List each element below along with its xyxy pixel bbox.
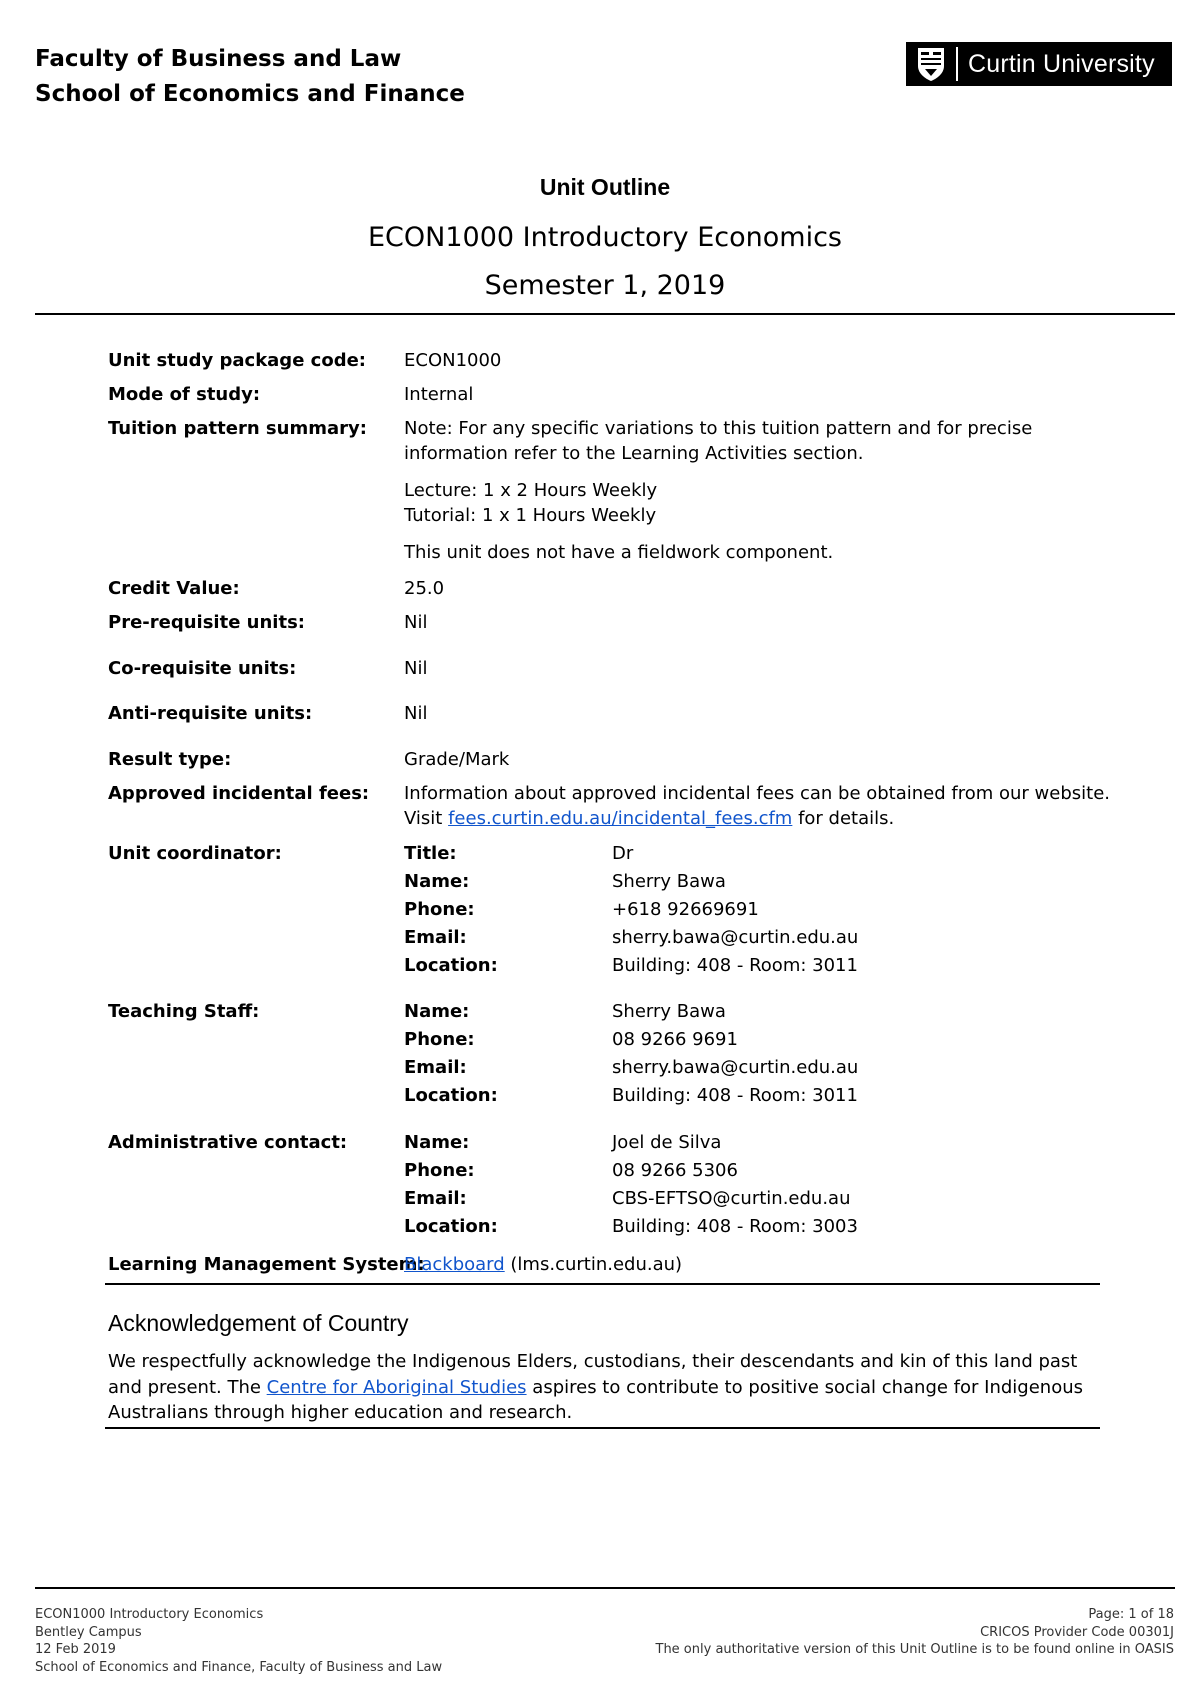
footer-divider	[35, 1587, 1175, 1589]
admin-name-value: Joel de Silva	[612, 1132, 722, 1153]
credit-label: Credit Value:	[108, 578, 240, 599]
teaching-name-label: Name:	[404, 1001, 470, 1022]
coordinator-label: Unit coordinator:	[108, 843, 282, 864]
credit-value: 25.0	[404, 578, 445, 599]
faculty-name: Faculty of Business and Law	[35, 46, 402, 72]
footer-campus: Bentley Campus	[35, 1624, 142, 1640]
teaching-email-label: Email:	[404, 1057, 467, 1078]
admin-location-label: Location:	[404, 1216, 498, 1237]
lms-label: Learning Management System:	[108, 1254, 425, 1275]
document-type: Unit Outline	[539, 174, 671, 200]
prereq-value: Nil	[404, 612, 428, 633]
coordinator-name-label: Name:	[404, 871, 470, 892]
coordinator-location-label: Location:	[404, 955, 498, 976]
tuition-note-line1: Note: For any specific variations to this tuition pattern and for precise	[404, 418, 1033, 439]
antireq-value: Nil	[404, 703, 428, 724]
teaching-label: Teaching Staff:	[108, 1001, 260, 1022]
footer-unit: ECON1000 Introductory Economics	[35, 1607, 264, 1622]
tuition-fieldwork: This unit does not have a fieldwork component.	[404, 542, 834, 563]
tuition-lecture: Lecture: 1 x 2 Hours Weekly	[404, 480, 658, 501]
footer-left	[35, 1606, 442, 1676]
aboriginal-studies-link[interactable]: Centre for Aboriginal Studies	[266, 1376, 527, 1398]
crest-icon	[916, 46, 946, 82]
semester: Semester 1, 2019	[484, 270, 726, 301]
curtin-logo	[906, 42, 1172, 86]
fees-line2	[404, 806, 894, 831]
fees-after-text: for details.	[792, 808, 895, 829]
coordinator-email-label: Email:	[404, 927, 467, 948]
title-divider	[35, 313, 1175, 315]
fees-link[interactable]: fees.curtin.edu.au/incidental_fees.cfm	[448, 808, 793, 829]
acknowledgement-divider	[105, 1427, 1100, 1429]
tuition-note-line2: information refer to the Learning Activities section.	[404, 443, 864, 464]
teaching-location-value: Building: 408 - Room: 3011	[612, 1085, 858, 1106]
mode-value: Internal	[404, 384, 474, 405]
coordinator-phone-label: Phone:	[404, 899, 475, 920]
mode-label: Mode of study:	[108, 384, 261, 405]
lms-url-text: (lms.curtin.edu.au)	[504, 1254, 683, 1275]
admin-name-label: Name:	[404, 1132, 470, 1153]
admin-phone-label: Phone:	[404, 1160, 475, 1181]
footer-date: 12 Feb 2019	[35, 1642, 116, 1657]
footer-school: School of Economics and Finance, Faculty of Business and Law	[35, 1659, 443, 1675]
admin-email-value: CBS-EFTSO@curtin.edu.au	[612, 1188, 851, 1209]
coordinator-location-value: Building: 408 - Room: 3011	[612, 955, 858, 976]
result-value: Grade/Mark	[404, 749, 510, 770]
result-label: Result type:	[108, 749, 232, 770]
lms-divider	[105, 1283, 1100, 1285]
prereq-label: Pre-requisite units:	[108, 612, 305, 633]
blackboard-link[interactable]: Blackboard	[404, 1254, 505, 1275]
logo-divider	[956, 47, 958, 81]
page-number: Page: 1 of 18	[1088, 1607, 1174, 1622]
teaching-email-value: sherry.bawa@curtin.edu.au	[612, 1057, 859, 1078]
ack-text-before: We respectfully acknowledge the Indigenous Elders, custodians, their descendants and kin of this land past and present. The	[108, 1351, 1078, 1398]
teaching-name-value: Sherry Bawa	[612, 1001, 726, 1022]
coordinator-name-value: Sherry Bawa	[612, 871, 726, 892]
tuition-tutorial: Tutorial: 1 x 1 Hours Weekly	[404, 505, 657, 526]
admin-label: Administrative contact:	[108, 1132, 348, 1153]
teaching-phone-label: Phone:	[404, 1029, 475, 1050]
antireq-label: Anti-requisite units:	[108, 703, 313, 724]
teaching-location-label: Location:	[404, 1085, 498, 1106]
coordinator-phone-value: +618 92669691	[612, 899, 759, 920]
coreq-label: Co-requisite units:	[108, 658, 297, 679]
coordinator-title-value: Dr	[612, 843, 634, 864]
authoritative-note: The only authoritative version of this Unit Outline is to be found online in OASIS	[655, 1642, 1174, 1657]
fees-line1: Information about approved incidental fees can be obtained from our website.	[404, 783, 1110, 804]
lms-value	[404, 1252, 682, 1277]
coordinator-title-label: Title:	[404, 843, 457, 864]
coreq-value: Nil	[404, 658, 428, 679]
admin-phone-value: 08 9266 5306	[612, 1160, 738, 1181]
logo-text: Curtin University	[968, 49, 1155, 78]
package-code-label: Unit study package code:	[108, 350, 366, 371]
footer-right	[656, 1606, 1175, 1659]
admin-location-value: Building: 408 - Room: 3003	[612, 1216, 858, 1237]
acknowledgement-heading: Acknowledgement of Country	[108, 1310, 409, 1336]
package-code-value: ECON1000	[404, 350, 502, 371]
faculty-header	[35, 42, 465, 112]
unit-title: ECON1000 Introductory Economics	[368, 222, 842, 253]
school-name: School of Economics and Finance	[35, 81, 465, 107]
fees-visit-text: Visit	[404, 808, 449, 829]
coordinator-email-value: sherry.bawa@curtin.edu.au	[612, 927, 859, 948]
admin-email-label: Email:	[404, 1188, 467, 1209]
cricos-code: CRICOS Provider Code 00301J	[980, 1624, 1174, 1640]
acknowledgement-text	[108, 1349, 1098, 1426]
teaching-phone-value: 08 9266 9691	[612, 1029, 738, 1050]
fees-label: Approved incidental fees:	[108, 783, 370, 804]
tuition-label: Tuition pattern summary:	[108, 418, 367, 439]
ack-text-after: aspires to contribute to positive social change for Indigenous Australians through higher education and research.	[108, 1376, 1083, 1423]
